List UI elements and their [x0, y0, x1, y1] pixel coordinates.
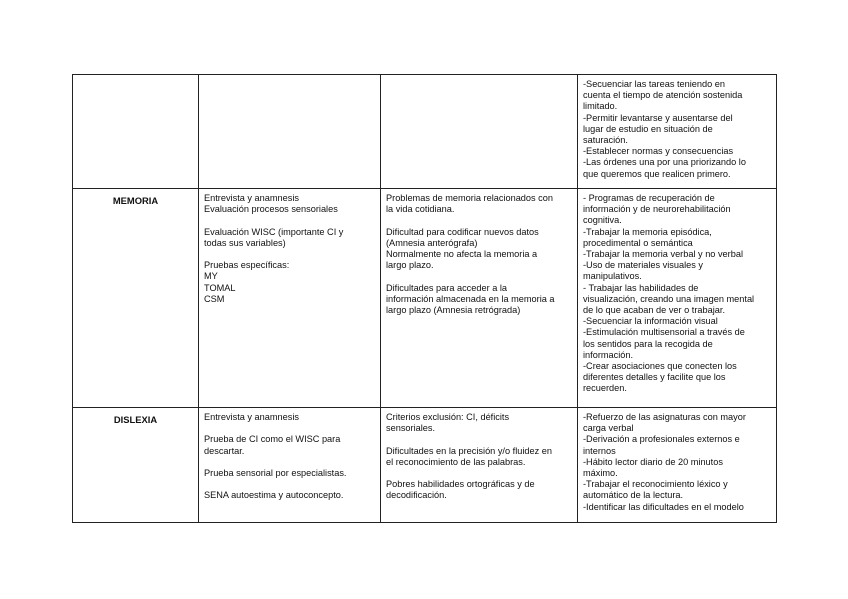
- text-line: Problemas de memoria relacionados con: [386, 193, 553, 203]
- difficulties-cell: [381, 189, 578, 408]
- text-line: manipulativos.: [583, 271, 642, 282]
- text-line: Pobres habilidades ortográficas y de: [386, 479, 535, 490]
- text-line: -Trabajar el reconocimiento léxico y: [583, 479, 728, 490]
- text-line: Prueba de CI como el WISC para: [204, 434, 341, 445]
- text-line: Entrevista y anamnesis: [204, 193, 299, 203]
- text-line: Entrevista y anamnesis: [204, 412, 299, 422]
- text-line: lugar de estudio en situación de: [583, 123, 713, 134]
- text-line: - Programas de recuperación de: [583, 193, 715, 203]
- text-line: -Trabajar la memoria episódica,: [583, 226, 712, 237]
- difficulties-cell: [381, 75, 578, 189]
- spacer: [204, 479, 375, 490]
- text-line: procedimental o semántica: [583, 237, 693, 248]
- text-line: -Permitir levantarse y ausentarse del: [583, 112, 733, 123]
- spacer: [204, 423, 375, 434]
- text-line: largo plazo (Amnesia retrógrada): [386, 305, 521, 315]
- table-row: [73, 75, 777, 189]
- text-line: SENA autoestima y autoconcepto.: [204, 490, 344, 501]
- spacer: [204, 457, 375, 468]
- intervention-cell: [578, 189, 777, 408]
- spacer: [386, 468, 572, 479]
- text-line: Dificultad para codificar nuevos datos: [386, 226, 539, 237]
- text-line: decodificación.: [386, 490, 447, 501]
- intervention-cell: [578, 75, 777, 189]
- text-line: los sentidos para la recogida de: [583, 338, 713, 349]
- text-line: información y de neurorehabilitación: [583, 204, 731, 215]
- spacer: [386, 434, 572, 445]
- text-line: carga verbal: [583, 423, 634, 434]
- text-line: -Derivación a profesionales externos e: [583, 434, 740, 445]
- text-line: saturación.: [583, 135, 628, 146]
- text-line: cuenta el tiempo de atención sostenida: [583, 90, 743, 101]
- text-line: -Las órdenes una por una priorizando lo: [583, 157, 746, 168]
- text-line: -Refuerzo de las asignaturas con mayor: [583, 412, 746, 422]
- content-table: [72, 74, 777, 523]
- text-line: limitado.: [583, 101, 618, 112]
- area-cell: [73, 75, 199, 189]
- text-line: cognitiva.: [583, 215, 622, 226]
- text-line: Prueba sensorial por especialistas.: [204, 467, 347, 478]
- text-line: -Identificar las dificultades en el modelo: [583, 501, 744, 512]
- text-line: Normalmente no afecta la memoria a: [386, 249, 538, 259]
- text-line: internos: [583, 445, 616, 456]
- intervention-cell: [578, 408, 777, 523]
- text-line: Evaluación procesos sensoriales: [204, 204, 338, 215]
- text-line: información almacenada en la memoria a: [386, 293, 555, 304]
- table-row: [73, 408, 777, 523]
- text-line: recuerden.: [583, 383, 627, 394]
- text-line: Pruebas específicas:: [204, 260, 290, 271]
- text-line: la vida cotidiana.: [386, 204, 455, 215]
- spacer: [204, 215, 375, 226]
- text-line: Dificultades para acceder a la: [386, 282, 508, 293]
- text-line: -Uso de materiales visuales y: [583, 260, 703, 271]
- text-line: automático de la lectura.: [583, 490, 684, 501]
- text-line: TOMAL: [204, 282, 236, 293]
- text-line: CSM: [204, 293, 225, 304]
- text-line: (Amnesia anterógrafa): [386, 237, 478, 248]
- text-line: todas sus variables): [204, 237, 286, 248]
- table-row: [73, 189, 777, 408]
- text-line: máximo.: [583, 468, 618, 479]
- text-line: -Trabajar la memoria verbal y no verbal: [583, 249, 743, 260]
- text-line: largo plazo.: [386, 260, 434, 271]
- text-line: de lo que acaban de ver o trabajar.: [583, 305, 725, 316]
- evaluation-cell: [199, 189, 381, 408]
- text-line: Dificultades en la precisión y/o fluidez en: [386, 445, 552, 456]
- area-cell: DISLEXIA: [73, 408, 199, 523]
- text-line: -Crear asociaciones que conecten los: [583, 361, 737, 372]
- text-line: visualización, creando una imagen mental: [583, 293, 755, 304]
- text-line: diferentes detalles y facilite que los: [583, 372, 726, 383]
- text-line: -Secuenciar las tareas teniendo en: [583, 79, 725, 89]
- evaluation-cell: [199, 75, 381, 189]
- spacer: [386, 271, 572, 282]
- text-line: Criterios exclusión: CI, déficits: [386, 412, 510, 422]
- text-line: -Estimulación multisensorial a través de: [583, 327, 745, 338]
- evaluation-cell: [199, 408, 381, 523]
- text-line: -Hábito lector diario de 20 minutos: [583, 456, 723, 467]
- difficulties-cell: [381, 408, 578, 523]
- text-line: información.: [583, 349, 634, 360]
- text-line: - Trabajar las habilidades de: [583, 282, 699, 293]
- text-line: MY: [204, 271, 218, 282]
- text-line: -Secuenciar la información visual: [583, 316, 718, 327]
- spacer: [204, 249, 375, 260]
- text-line: el reconocimiento de las palabras.: [386, 456, 526, 467]
- text-line: sensoriales.: [386, 423, 436, 434]
- text-line: descartar.: [204, 445, 245, 456]
- text-line: -Establecer normas y consecuencias: [583, 146, 734, 157]
- text-line: Evaluación WISC (importante CI y: [204, 226, 344, 237]
- text-line: que queremos que realicen primero.: [583, 168, 731, 179]
- spacer: [386, 215, 572, 226]
- area-cell: MEMORIA: [73, 189, 199, 408]
